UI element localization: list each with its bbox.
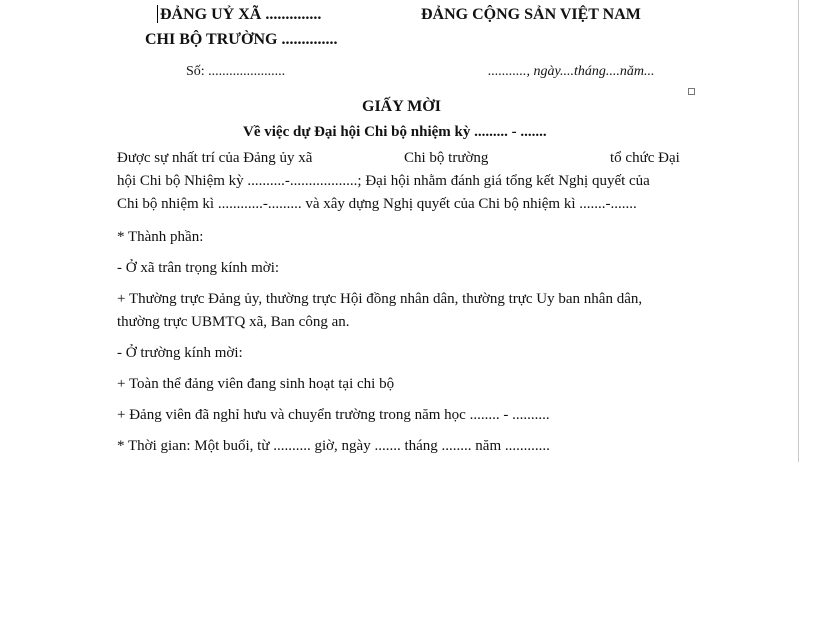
- intro-line-3: Chi bộ nhiệm kì ............-......... và xây dựng Nghị quyết của Chi bộ nhiệm kì .......-.......: [117, 196, 637, 212]
- commune-invite: - Ở xã trân trọng kính mời:: [117, 260, 280, 276]
- layout-anchor-icon: [688, 88, 695, 95]
- intro-line-1a: Được sự nhất trí của Đảng ủy xã: [117, 150, 313, 166]
- party-committee-heading: ĐẢNG UỶ XÃ ..............: [160, 6, 322, 23]
- page-edge: [798, 0, 799, 462]
- intro-line-2: hội Chi bộ Nhiệm kỳ ..........-..................; Đại hội nhằm đánh giá tổng kết Nghị quyết của: [117, 173, 650, 189]
- party-cell-heading: CHI BỘ TRƯỜNG ..............: [145, 31, 338, 48]
- text-cursor: [157, 5, 158, 23]
- document-date: ..........., ngày....tháng....năm...: [488, 64, 655, 79]
- document-number: Số: ......................: [186, 64, 286, 79]
- commune-list-line-1: + Thường trực Đảng ủy, thường trực Hội đồng nhân dân, thường trực Uy ban nhân dân,: [117, 291, 643, 307]
- school-invite: - Ở trường kính mời:: [117, 345, 243, 361]
- school-list-line-1: + Toàn thể đảng viên đang sinh hoạt tại chi bộ: [117, 376, 395, 392]
- time-line: * Thời gian: Một buổi, từ .......... giờ, ngày ....... tháng ........ năm ............: [117, 438, 550, 454]
- page-subtitle: Về việc dự Đại hội Chi bộ nhiệm kỳ ......... - .......: [243, 124, 547, 140]
- intro-line-1c: tổ chức Đại: [610, 150, 680, 166]
- composition-heading: * Thành phần:: [117, 229, 204, 245]
- commune-list-line-2: thường trực UBMTQ xã, Ban công an.: [117, 314, 350, 330]
- intro-line-1b: Chi bộ trường: [404, 150, 489, 166]
- school-list-line-2: + Đảng viên đã nghỉ hưu và chuyển trường trong năm học ........ - ..........: [117, 407, 550, 423]
- page-title: GIẤY MỜI: [362, 98, 441, 115]
- national-heading: ĐẢNG CỘNG SẢN VIỆT NAM: [421, 6, 641, 23]
